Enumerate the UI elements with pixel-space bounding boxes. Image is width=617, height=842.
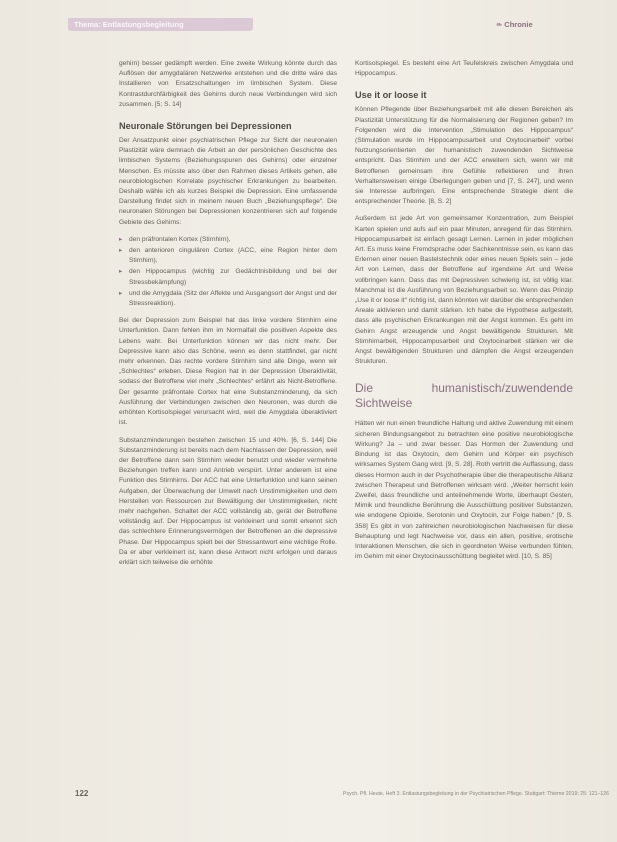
- citation-footer: Psych. Pfl. Heute, Heft 3. Entlastungsbegleitung in der Psychiatrischen Pflege. Stuttgart: Thieme 2019; 25: 121–126: [343, 791, 610, 797]
- list-item: ▸ den präfrontalen Kortex (Stirnhirn),: [119, 235, 337, 245]
- bullet-list: [119, 235, 337, 309]
- paragraph: Der Ansatzpunkt einer psychiatrischen Pflege zur Sicht der neuronalen Plastizität wäre demnach die Arbeit an der persönlichen Geschichte des limbischen Systems (Beziehungsspuren des Gehirns) oder einzelner Menschen. Es müsste also über den Rahmen dieses Artikels gehen, alle neurobiologischen Korrelate psychischer Erkrankungen zu bearbeiten. Deshalb wähle ich als kurzes Beispiel die Depression. Eine umfassende Darstellung findet sich in meinem neuen Buch „Beziehungspflege“. Die neuronalen Störungen bei Depressionen konzentrieren sich auf folgende Gebiete des Gehirns:: [119, 137, 337, 226]
- section-heading: Use it or loose it: [355, 90, 427, 101]
- paragraph: Substanzminderungen bestehen zwischen 15 und 40%. [6, S. 144] Die Substanzminderung ist bereits nach dem Nachlassen der Depression, weil der Betroffene dann sein Stirnhirn wieder benutzt und wieder vermehrte Beziehungen treffen kann und Antrieb verspürt. Unter anderem ist eine Funktion des Stirnhirns. Der ACC hat eine Unterfunktion und kann seinen Aufgaben, der Überwachung der Umwelt nach Unstimmigkeiten und dem Herstellen von Ressourcen zur Bewältigung der Unstimmigkeiten, nicht mehr nachgehen. Schaltet der ACC vollständig ab, gerät der Betroffene vollständig auf. Der Hippocampus ist verkleinert und somit erkennt sich das schlechtere Erinnerungsvermögen der Betroffenen an die depressive Phase. Der Hippocampus spielt bei der Stressantwort eine wichtige Rolle. Da er aber verkleinert ist, kann diese Antwort nicht erfolgen und daraus erklärt sich teilweise die erhöhte: [119, 436, 337, 566]
- left-column: [119, 59, 337, 575]
- list-item: ▸ und die Amygdala (Sitz der Affekte und Ausgangsort der Angst und der Stressreaktion).: [119, 289, 337, 309]
- list-item: ▸ den anterioren cingulären Cortex (ACC, eine Region hinter dem Stirnhirn),: [119, 246, 337, 266]
- journal-label-text: Chronie: [504, 20, 533, 29]
- paragraph: Kortisolspiegel. Es besteht eine Art Teufelskreis zwischen Amygdala und Hippocampus.: [355, 60, 573, 78]
- paragraph: Können Pflegende über Beziehungsarbeit mit alle diesen Bereichen als Plastizität Unterstützung für die Normalisierung der Regionen geben? Im Folgenden wird die Intervention „Stimulation des Hippocampus“ (Stimulation wurde im Hippocampusarbeit und Oxytocinarbeit“ vorbei Nutzungsorientierten der humanistisch zuwendenden Sichtweise entspricht. Das Stirnhirn und der ACC erweitern sich, wenn wir mit Betroffenen gemeinsam ihre Gefühle reflektieren und ihren Verhaltensweisen einige Überlegungen geben und [7, S. 247], und wenn sie Interesse aufbringen. Eine entsprechende Strategie dient die entsprechender Theorie. [8, S. 2]: [355, 106, 573, 206]
- list-item: ▸ den Hippocampus (wichtig zur Gedächtnisbildung und bei der Stressbekämpfung): [119, 267, 337, 287]
- paragraph: Bei der Depression zum Beispiel hat das linke vordere Stirnhirn eine Unterfunktion. Dann fehlen ihm im Normalfall die positiven Aspekte des Lebens wahr. Bei Unterfunktion können wir das nicht mehr. Der Depressive kann also das Schöne, wenn es denn stattfindet, gar nicht mehr erkennen. Das rechte vordere Stirnhirn sind alle Dinge, wenn wir „Schlechtes“ erleben. Diese Region hat in der Depression Überaktivität, sodass der Betroffene viel mehr „Schlechtes“ erfährt als Nicht-Betroffene. Der gesamte präfrontale Cortex hat eine Substanzminderung, da sich Ausführung der Verbindungen zwischen den Neuronen, was durch die erhöhten Kortisolspiegel verursacht wird, weil die Amygdala überaktiviert ist.: [119, 317, 337, 427]
- paragraph: Hätten wir nun einen freundliche Haltung und aktive Zuwendung mit einem sicheren Bindungsangebot zu betrachten eine positive neurobiologische Wirkung? Ja – und zwar besser. Das Hormon der Zuwendung und Bindung ist das Oxytocin, dem Gehirn und Körper ein psychisch wirksames System Gang wird. [9, S. 28]. Roth vertritt die Auffassung, dass dieses Hormon auch in der Psychotherapie über die therapeutische Allianz zwischen Therapeut und Betroffenen wirksam wird. „Weiter herrscht kein Zweifel, dass freundliche und anteilnehmende Worte, überhaupt Gesten, Mimik und freundliche Berührung die Ausschüttung positiver Substanzen, wie endogene Opioide, Serotonin und Oxytocin, zur Folge haben.“ [9, S. 358] Es gibt in von zahlreichen neurobiologischen Nachweisen für diese Behauptung und legt Nachweise vor, dass ein allen, positive, erotische Interaktionen Menschen, die sich in geordneten Weise verbunden fühlen, im Gehirn mit einer Oxytocinausschüttung begleitet wird. [10, S. 85]: [355, 420, 573, 561]
- paragraph: Außerdem ist jede Art von gemeinsamer Konzentration, zum Beispiel Karten spielen und aufs auf ein paar Minuten, anregend für das Stirnhirn. Hippocampusarbeit ist einfach gesagt Lernen. Lernen in jeder möglichen Art. Es muss keine Fremdsprache oder Sachkenntnisse sein, es kann das Erlernen einer neuen Bastelstechnik oder eines neuen Spiels sein – jede Art von Lernen, dass der Betroffene auf irgendeine Art und Weise vollbringen kann. Dass das mit Depressiven schwierig ist, ist völlig klar. Manchmal ist die Ausführung von Beziehungsarbeit so. Wenn das Prinzip „Use it or loose it“ richtig ist, dann könnten wir darüber die entsprechenden Areale aktivieren und damit stärken. Ich habe die Hypothese aufgestellt, dass alle psychischen Erkrankungen mit der Angst kommen. Es geht im Gehirn Angst erzeugende und Angst bewältigende Strukturen. Mit Stirnhirnarbeit, Hippocampusarbeit und Oxytocinarbeit stärken wir die Angst bewältigenden Strukturen und dämpfen die Angst erzeugenden Strukturen.: [355, 215, 573, 366]
- page-number: 122: [75, 789, 89, 798]
- flower-mark-icon: ❧: [496, 20, 503, 29]
- journal-label: [496, 20, 533, 29]
- section-tab: Thema: Entlastungsbegleitung: [68, 18, 253, 31]
- paragraph: gehirn) besser gedämpft werden. Eine zweite Wirkung könnte durch das Auflösen der amygdalären Netzwerke entstehen und die dritte wäre das Installieren von Ersatzschaltungen im limbischen System. Diese Kontrastdurchfärbigkeit des Gehirns durch neue Verbindungen wird sich zusammen. [5; S. 14]: [119, 60, 337, 108]
- subsection-heading: Die humanistisch/zuwendende Sichtweise: [355, 381, 573, 411]
- right-column: [355, 59, 573, 569]
- section-heading: Neuronale Störungen bei Depressionen: [119, 121, 292, 132]
